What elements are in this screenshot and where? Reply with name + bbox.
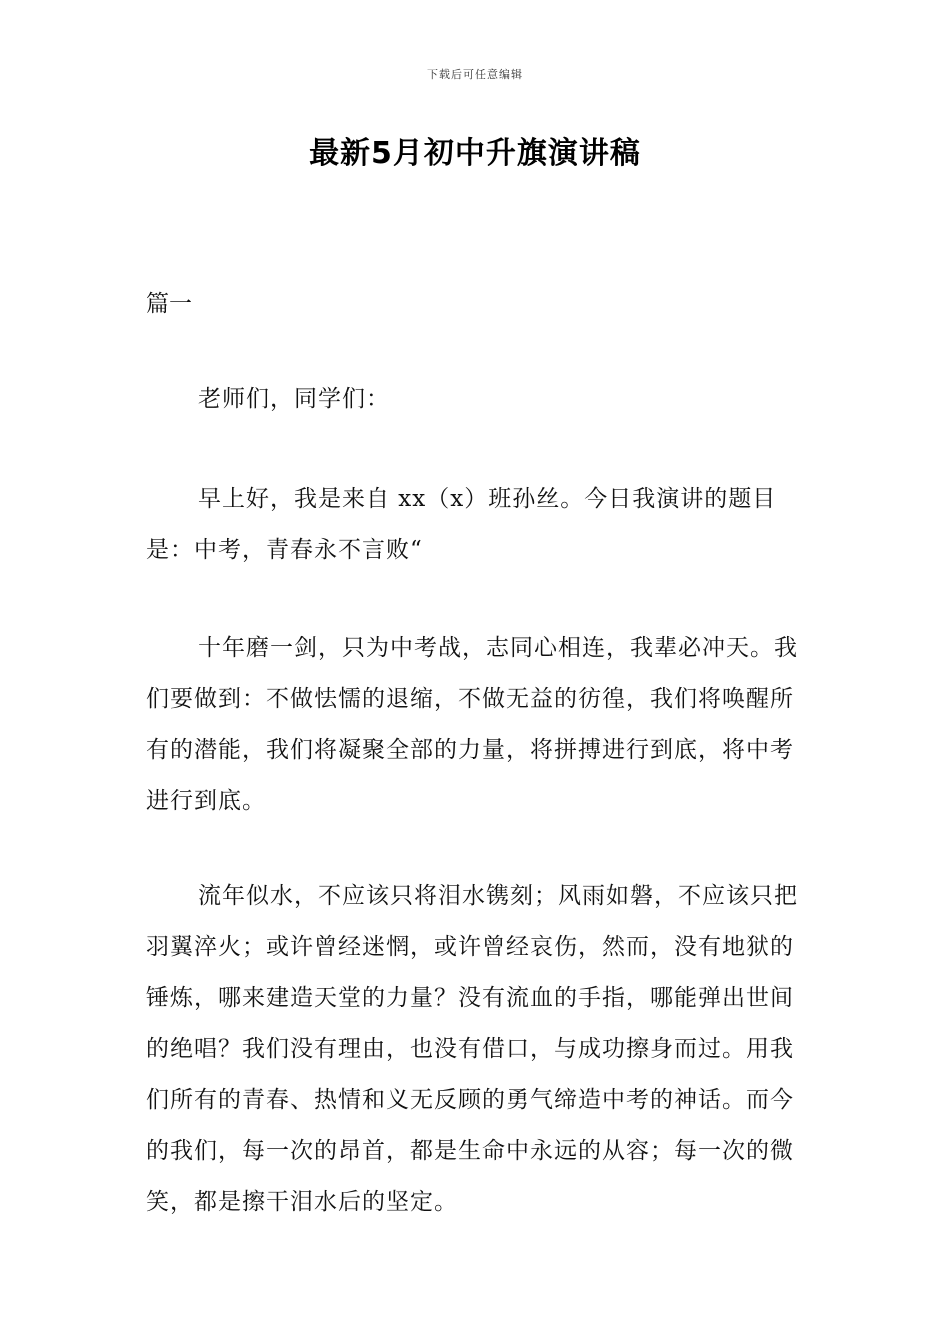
document-title: 最新5月初中升旗演讲稿 — [309, 136, 641, 171]
section-heading: 篇一 — [146, 291, 192, 317]
body-paragraph-1: 十年磨一剑，只为中考战，志同心相连，我辈必冲天。我们要做到：不做怯懦的退缩，不做无益的彷徨，我们将唤醒所有的潜能，我们将凝聚全部的力量，将拼搏进行到底，将中考进行到底。 — [146, 635, 798, 814]
page-header-note: 下载后可任意编辑 — [427, 68, 523, 81]
greeting-paragraph: 老师们，同学们： — [198, 386, 390, 412]
body-paragraph-2: 流年似水，不应该只将泪水镌刻；风雨如磐，不应该只把羽翼淬火；或许曾经迷惘，或许曾经哀伤，然而，没有地狱的锤炼，哪来建造天堂的力量？没有流血的手指，哪能弹出世间的绝唱？我们没有理由，也没有借口，与成功擦身而过。用我们所有的青春、热情和义无反顾的勇气缔造中考的神话。而今的我们，每一次的昂首，都是生命中永远的从容；每一次的微笑，都是擦干泪水后的坚定。 — [146, 883, 798, 1215]
intro-paragraph: 早上好，我是来自 xx（x）班孙丝。今日我演讲的题目是：中考，青春永不言败“ — [146, 486, 777, 563]
